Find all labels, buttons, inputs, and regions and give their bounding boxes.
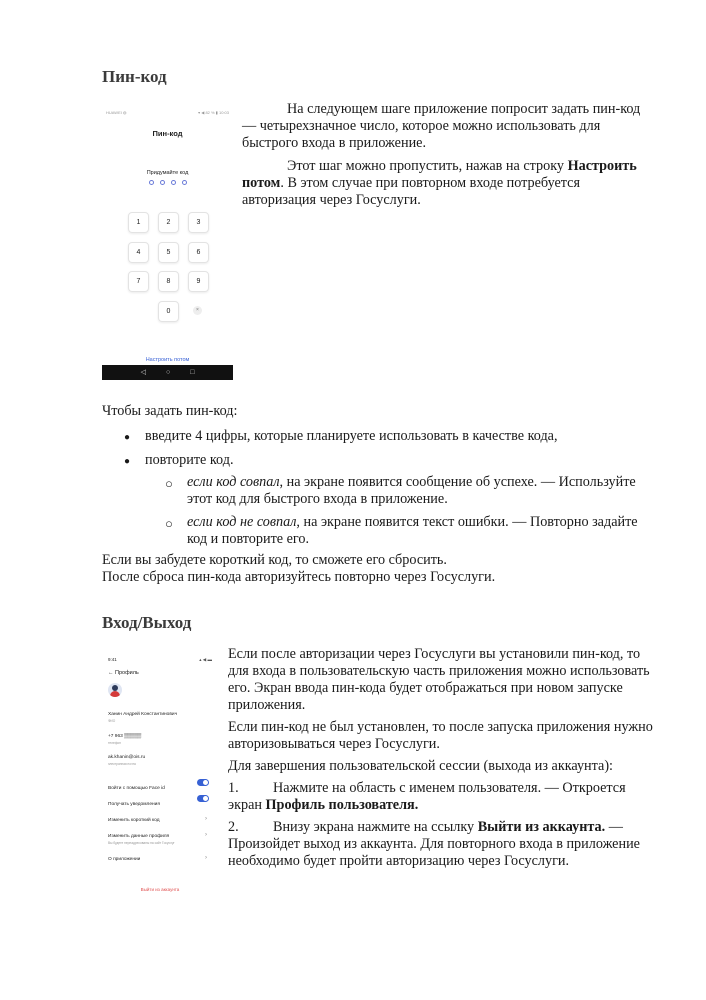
key-6[interactable]: 6 — [188, 242, 209, 263]
section-heading-login: Вход/Выход — [102, 613, 192, 632]
bullet-icon: ● — [124, 432, 131, 443]
key-8[interactable]: 8 — [158, 271, 179, 292]
faceid-label: Войти с помощью Face id — [108, 786, 165, 791]
key-7[interactable]: 7 — [128, 271, 149, 292]
sub-bullet-2-italic: если код не совпал — [187, 514, 297, 530]
notifications-row[interactable] — [108, 795, 212, 807]
recent-apps-icon[interactable]: □ — [190, 369, 195, 376]
phone-time: 9:41 — [108, 657, 117, 662]
status-bar — [102, 104, 233, 115]
key-3[interactable]: 3 — [188, 212, 209, 233]
key-5[interactable]: 5 — [158, 242, 179, 263]
faceid-row[interactable] — [108, 779, 212, 791]
step-1 — [228, 780, 660, 814]
login-para-3: Для завершения пользовательской сессии (выхода из аккаунта): — [228, 758, 613, 774]
sub-bullet-1 — [187, 474, 652, 508]
key-1[interactable]: 1 — [128, 212, 149, 233]
pin-dots — [149, 180, 187, 185]
pin-dot — [171, 180, 176, 185]
pin-description — [242, 101, 647, 209]
status-right: ▾ ◀ 82 % ▮ 10:03 — [198, 110, 229, 115]
change-code-row[interactable] — [108, 811, 212, 823]
phone-subtitle: Придумайте код — [146, 170, 189, 176]
key-4[interactable]: 4 — [128, 242, 149, 263]
circle-bullet-icon: ○ — [165, 516, 173, 531]
pin-phone-screenshot — [102, 99, 233, 380]
change-code-label: Изменить короткий код — [108, 818, 160, 823]
user-email-caption: электронная почта — [108, 762, 136, 766]
pin-para-2 — [242, 158, 647, 209]
step-1-bold: Профиль пользователя. — [265, 797, 419, 813]
pin-footer-1: Если вы забудете короткий код, то сможете его сбросить. — [102, 552, 447, 568]
change-profile-label: Изменить данные профиля — [108, 834, 170, 839]
back-icon[interactable]: ◁ — [140, 369, 146, 376]
sub-bullet-2-text: , на экране появится текст ошибки. — Повторно задайте код и повторите его. — [187, 514, 638, 547]
sub-bullet-1-text: , на экране появится сообщение об успехе. — Используйте этот код для быстрого входа в приложение. — [187, 474, 636, 507]
login-description — [228, 646, 660, 870]
about-label: О приложении — [108, 857, 141, 862]
pin-para-2-bold: Настроить потом — [242, 158, 637, 191]
home-icon[interactable]: ○ — [165, 369, 171, 376]
android-navbar — [102, 365, 233, 380]
pin-para-1: На следующем шаге приложение попросит задать пин-код — четырехзначное число, которое можно использовать для быстрого входа в приложение. — [242, 101, 641, 151]
step-2-number: 2. — [228, 819, 239, 835]
status-left: HUAWEI ◍ — [106, 110, 127, 115]
pin-dot — [149, 180, 154, 185]
bullet-2: повторите код. — [145, 452, 234, 468]
login-para-1: Если после авторизации через Госуслуги вы установили пин-код, то для входа в пользовательскую часть приложения можно использовать его. Экран ввода пин-кода будет отображаться при новом запуске приложения. — [228, 646, 650, 713]
step-2-suffix: — Произойдет выход из аккаунта. Для повторного входа в приложение необходимо будет пройти авторизацию через Госуслуги. — [228, 819, 640, 869]
pin-dot — [160, 180, 165, 185]
circle-bullet-icon: ○ — [165, 476, 173, 491]
sub-bullet-1-italic: если код совпал — [187, 474, 280, 490]
chevron-right-icon: › — [205, 855, 207, 861]
user-email: ak.khanin@ois.ru — [108, 755, 146, 760]
profile-phone-screenshot — [104, 648, 216, 890]
step-1-number: 1. — [228, 780, 239, 796]
status-indicators: ▴ ◀ ▬ — [199, 657, 212, 662]
user-phone: +7 963 ▒▒▒▒▒ — [108, 734, 142, 739]
back-to-profile[interactable]: ← Профиль — [108, 670, 139, 676]
step-1-text: Нажмите на область с именем пользователя. — Откроется экран — [228, 780, 626, 813]
notifications-toggle[interactable] — [197, 795, 209, 802]
pin-dot — [182, 180, 187, 185]
user-phone-caption: телефон — [108, 741, 121, 745]
section-heading-pin: Пин-код — [102, 67, 167, 86]
sub-bullet-2 — [187, 514, 652, 548]
step-2-bold: Выйти из аккаунта. — [477, 819, 606, 835]
key-2[interactable]: 2 — [158, 212, 179, 233]
step-2 — [228, 819, 660, 870]
chevron-right-icon: › — [205, 832, 207, 838]
about-row[interactable] — [108, 850, 212, 862]
user-name[interactable]: Ханин Андрей Константинович — [108, 712, 178, 717]
bullet-icon: ● — [124, 456, 131, 467]
bullet-1: введите 4 цифры, которые планируете использовать в качестве кода, — [145, 428, 558, 444]
key-9[interactable]: 9 — [188, 271, 209, 292]
user-name-caption: ФИО — [108, 719, 116, 723]
pin-para-2-prefix: Этот шаг можно пропустить, нажав на строку — [287, 158, 568, 174]
avatar[interactable] — [108, 683, 122, 697]
chevron-right-icon: › — [205, 816, 207, 822]
change-profile-caption: Вы будете переадресованы на сайт Госуслуг — [108, 841, 175, 845]
notifications-label: Получать уведомления — [108, 802, 160, 807]
phone-title: Пин-код — [152, 129, 183, 138]
key-0[interactable]: 0 — [158, 301, 179, 322]
pin-intro: Чтобы задать пин-код: — [102, 403, 238, 419]
faceid-toggle[interactable] — [197, 779, 209, 786]
pin-para-2-suffix: . В этом случае при повторном входе потребуется авторизация через Госуслуги. — [242, 175, 580, 208]
erase-icon[interactable]: × — [193, 306, 202, 315]
logout-link[interactable]: Выйти из аккаунта — [140, 887, 180, 892]
pin-footer-2: После сброса пин-кода авторизуйтесь повторно через Госуслуги. — [102, 569, 496, 585]
setup-later-link[interactable]: Настроить потом — [145, 357, 190, 363]
login-para-2: Если пин-код не был установлен, то после запуска приложения нужно авторизовываться через Госуслуги. — [228, 719, 653, 752]
step-2-text: Внизу экрана нажмите на ссылку — [273, 819, 478, 835]
